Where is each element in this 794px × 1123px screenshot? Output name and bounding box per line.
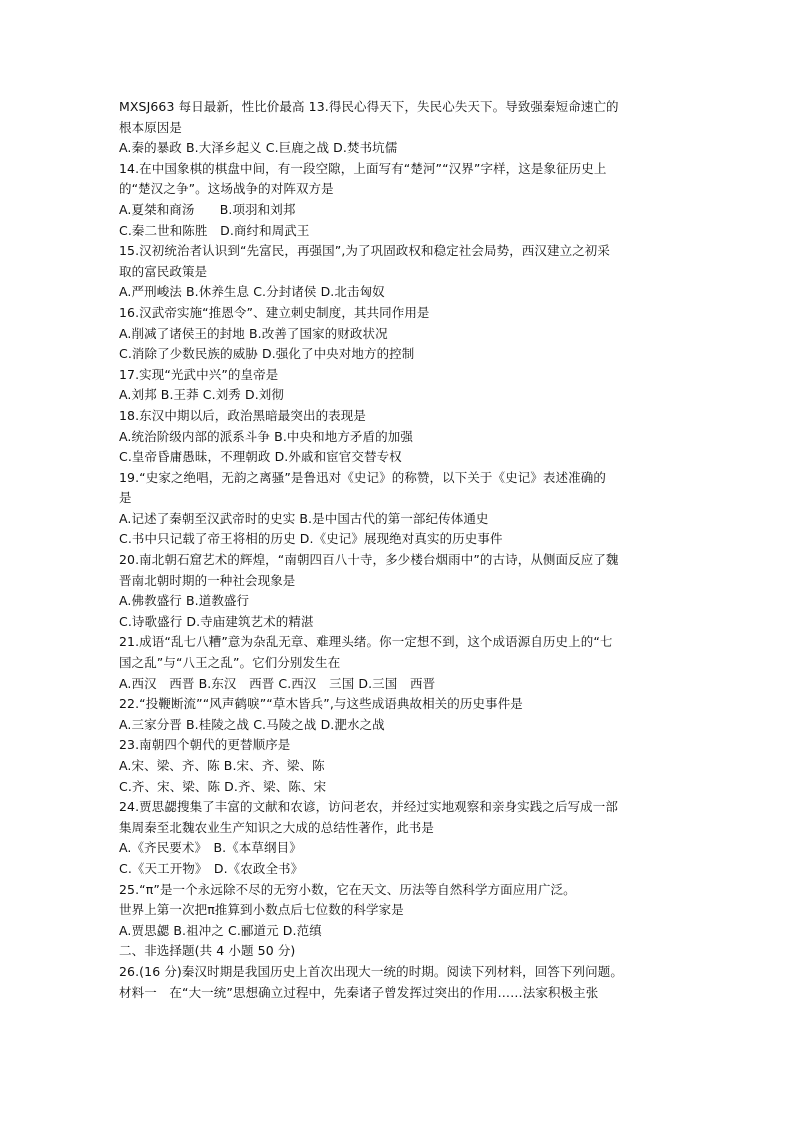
options-line: A.夏桀和商汤 B.项羽和刘邦 xyxy=(119,201,296,217)
text-line: 集周秦至北魏农业生产知识之大成的总结性著作，此书是 xyxy=(119,819,435,835)
text-line: MXSJ663 每日最新，性比价最高 13.得民心得天下，失民心失天下。导致强秦短命速亡的 xyxy=(119,99,619,114)
options-line: A.削减了诸侯王的封地 B.改善了国家的财政状况 xyxy=(119,325,388,341)
options-line: A.佛教盛行 B.道教盛行 xyxy=(119,593,250,609)
question-23: 23.南朝四个朝代的更替顺序是 xyxy=(119,737,291,753)
question-14: 14.在中国象棋的棋盘中间，有一段空隙，上面写有“楚河”“汉界”字样，这是象征历史上 xyxy=(119,160,607,176)
text-line: 晋南北朝时期的一种社会现象是 xyxy=(119,572,296,588)
options-line: A.记述了秦朝至汉武帝时的史实 B.是中国古代的第一部纪传体通史 xyxy=(119,510,489,526)
options-line: C.诗歌盛行 D.寺庙建筑艺术的精湛 xyxy=(119,613,314,629)
options-line: A.秦的暴政 B.大泽乡起义 C.巨鹿之战 D.焚书坑儒 xyxy=(119,140,398,156)
options-line: C.消除了少数民族的威胁 D.强化了中央对地方的控制 xyxy=(119,346,415,362)
options-line: C.《天工开物》 D.《农政全书》 xyxy=(119,860,304,876)
text-line: 取的富民政策是 xyxy=(119,263,208,279)
question-25: 25.“π”是一个永远除不尽的无穷小数，它在天文、历法等自然科学方面应用广泛。 xyxy=(119,881,576,897)
question-21: 21.成语“乱七八糟”意为杂乱无章、难理头绪。你一定想不到，这个成语源自历史上的“七 xyxy=(119,634,613,650)
question-20: 20.南北朝石窟艺术的辉煌，“南朝四百八十寺，多少楼台烟雨中”的古诗，从侧面反应了魏 xyxy=(119,552,619,568)
exam-text xyxy=(119,97,679,1003)
options-line: C.皇帝昏庸愚昧，不理朝政 D.外戚和宦官交替专权 xyxy=(119,449,402,465)
question-17: 17.实现“光武中兴”的皇帝是 xyxy=(119,366,279,382)
question-22: 22.“投鞭断流”“风声鹤唳”“草木皆兵”,与这些成语典故相关的历史事件是 xyxy=(119,696,523,712)
options-line: A.统治阶级内部的派系斗争 B.中央和地方矛盾的加强 xyxy=(119,428,413,444)
options-line: A.刘邦 B.王莽 C.刘秀 D.刘彻 xyxy=(119,387,284,403)
section-heading: 二、非选择题(共 4 小题 50 分) xyxy=(119,943,296,959)
question-24: 24.贾思勰搜集了丰富的文献和农谚，访问老农，并经过实地观察和亲身实践之后写成一部 xyxy=(119,799,618,815)
options-line: A.严刑峻法 B.休养生息 C.分封诸侯 D.北击匈奴 xyxy=(119,284,385,300)
question-18: 18.东汉中期以后，政治黑暗最突出的表现是 xyxy=(119,407,366,423)
options-line: A.贾思勰 B.祖冲之 C.郦道元 D.范缜 xyxy=(119,922,322,938)
options-line: A.三家分晋 B.桂陵之战 C.马陵之战 D.淝水之战 xyxy=(119,716,385,732)
question-26: 26.(16 分)秦汉时期是我国历史上首次出现大一统的时期。阅读下列材料，回答下列问题。 xyxy=(119,963,623,979)
text-line: 世界上第一次把π推算到小数点后七位数的科学家是 xyxy=(119,902,404,918)
question-19: 19.“史家之绝唱，无韵之离骚”是鲁迅对《史记》的称赞，以下关于《史记》表述准确的 xyxy=(119,469,606,485)
question-16: 16.汉武帝实施“推恩令”、建立刺史制度，其共同作用是 xyxy=(119,304,430,320)
text-line: 根本原因是 xyxy=(119,119,183,135)
options-line: A.《齐民要术》 B.《本草纲目》 xyxy=(119,840,302,856)
options-line: C.齐、宋、梁、陈 D.齐、梁、陈、宋 xyxy=(119,778,327,794)
options-line: A.西汉 西晋 B.东汉 西晋 C.西汉 三国 D.三国 西晋 xyxy=(119,675,436,691)
material-text: 材料一 在“大一统”思想确立过程中，先秦诸子曾发挥过突出的作用……法家积极主张 xyxy=(119,984,599,1000)
options-line: C.书中只记载了帝王将相的历史 D.《史记》展现绝对真实的历史事件 xyxy=(119,531,503,547)
text-line: 国之乱”与“八王之乱”。它们分别发生在 xyxy=(119,655,341,671)
text-line: 是 xyxy=(119,490,132,506)
text-line: 的“楚汉之争”。这场战争的对阵双方是 xyxy=(119,181,334,197)
options-line: A.宋、梁、齐、陈 B.宋、齐、梁、陈 xyxy=(119,758,325,773)
options-line: C.秦二世和陈胜 D.商纣和周武王 xyxy=(119,222,310,238)
question-15: 15.汉初统治者认识到“先富民，再强国”,为了巩固政权和稳定社会局势，西汉建立之初采 xyxy=(119,243,611,259)
